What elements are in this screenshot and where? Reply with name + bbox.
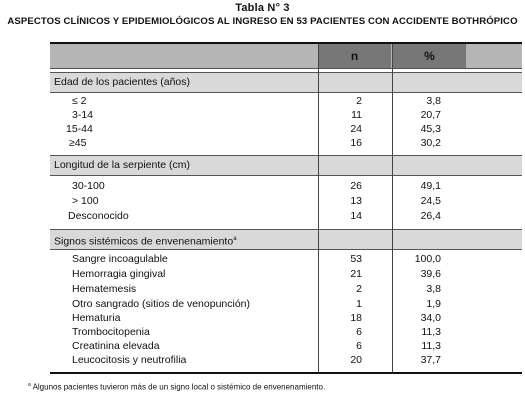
table-title: Tabla N° 3: [235, 2, 290, 14]
table-row: [50, 108, 522, 122]
column-divider: [318, 44, 319, 372]
row-label: ≥45: [69, 137, 87, 149]
row-label: Leucocitosis y neutrofilia: [72, 354, 187, 366]
row-n: 20: [350, 354, 362, 366]
section-longitud: [50, 155, 522, 176]
header-pct: %: [424, 49, 435, 63]
row-label: 3-14: [72, 109, 94, 121]
table-footnote: [28, 382, 325, 392]
row-n: 26: [350, 180, 362, 192]
table-header: [50, 44, 522, 69]
row-n: 53: [350, 253, 362, 265]
header-n: n: [350, 49, 359, 63]
row-pct: 30,2: [420, 137, 441, 149]
row-pct: 100,0: [414, 253, 441, 265]
row-pct: 1,9: [426, 298, 441, 310]
row-pct: 11,3: [421, 326, 441, 338]
row-pct: 3,8: [426, 283, 441, 295]
table-row: [50, 122, 522, 136]
row-pct: 49,1: [420, 180, 441, 192]
table-row: [50, 136, 522, 150]
row-label: Sangre incoagulable: [72, 253, 168, 265]
table-row: [50, 325, 522, 339]
row-pct: 24,5: [420, 195, 441, 207]
row-label: Creatinina elevada: [72, 340, 160, 352]
row-n: 6: [356, 326, 362, 338]
row-n: 16: [350, 137, 362, 149]
section-label: [54, 230, 237, 249]
row-n: 2: [356, 283, 362, 295]
table-row: [50, 209, 522, 223]
row-label: ≤ 2: [72, 95, 87, 107]
row-pct: 45,3: [420, 123, 441, 135]
row-n: 18: [350, 312, 362, 324]
column-divider: [392, 44, 393, 372]
row-pct: 20,7: [420, 109, 441, 121]
row-label: Otro sangrado (sitios de venopunción): [72, 298, 251, 310]
table-row: [50, 311, 522, 325]
row-pct: 11,3: [421, 340, 441, 352]
table-row: [50, 194, 522, 208]
table-row: [50, 252, 522, 266]
row-label: Hemorragia gingival: [72, 268, 166, 280]
row-pct: 34,0: [420, 312, 441, 324]
table-row: [50, 339, 522, 353]
row-label: Desconocido: [68, 210, 129, 222]
table-subtitle: ASPECTOS CLÍNICOS Y EPIDEMIOLÓGICOS AL INGRESO EN 53 PACIENTES CON ACCIDENTE BOTHRÓPICO: [7, 16, 518, 27]
table-row: [50, 179, 522, 193]
row-pct: 39,6: [420, 268, 441, 280]
table-row: [50, 94, 522, 108]
row-pct: 3,8: [426, 95, 441, 107]
row-n: 14: [350, 210, 362, 222]
data-table: [50, 42, 522, 374]
section-edad: [50, 72, 522, 93]
row-n: 11: [351, 109, 362, 121]
section-label: Longitud de la serpiente (cm): [54, 159, 190, 171]
table-row: [50, 282, 522, 296]
table-row: [50, 297, 522, 311]
row-label: 15-44: [66, 123, 93, 135]
row-n: 2: [356, 95, 362, 107]
section-signos: [50, 229, 522, 250]
row-label: Hematuria: [72, 312, 121, 324]
row-n: 21: [350, 268, 362, 280]
section-label-text: Signos sistémicos de envenenamiento: [54, 235, 234, 248]
row-n: 6: [356, 340, 362, 352]
row-n: 13: [350, 195, 362, 207]
row-pct: 26,4: [420, 210, 441, 222]
footnote-mark: a: [28, 382, 31, 388]
row-label: > 100: [72, 195, 99, 207]
row-label: Trombocitopenia: [72, 326, 150, 338]
row-label: 30-100: [72, 180, 105, 192]
section-label: Edad de los pacientes (años): [54, 76, 191, 88]
row-pct: 37,7: [420, 354, 441, 366]
table-row: [50, 353, 522, 367]
footnote-mark: a: [233, 236, 237, 242]
row-n: 1: [356, 298, 362, 310]
footnote-text: Algunos pacientes tuvieron más de un signo local o sistémico de envenenamiento.: [32, 382, 326, 392]
table-row: [50, 267, 522, 281]
row-label: Hematemesis: [72, 283, 137, 295]
row-n: 24: [350, 123, 362, 135]
